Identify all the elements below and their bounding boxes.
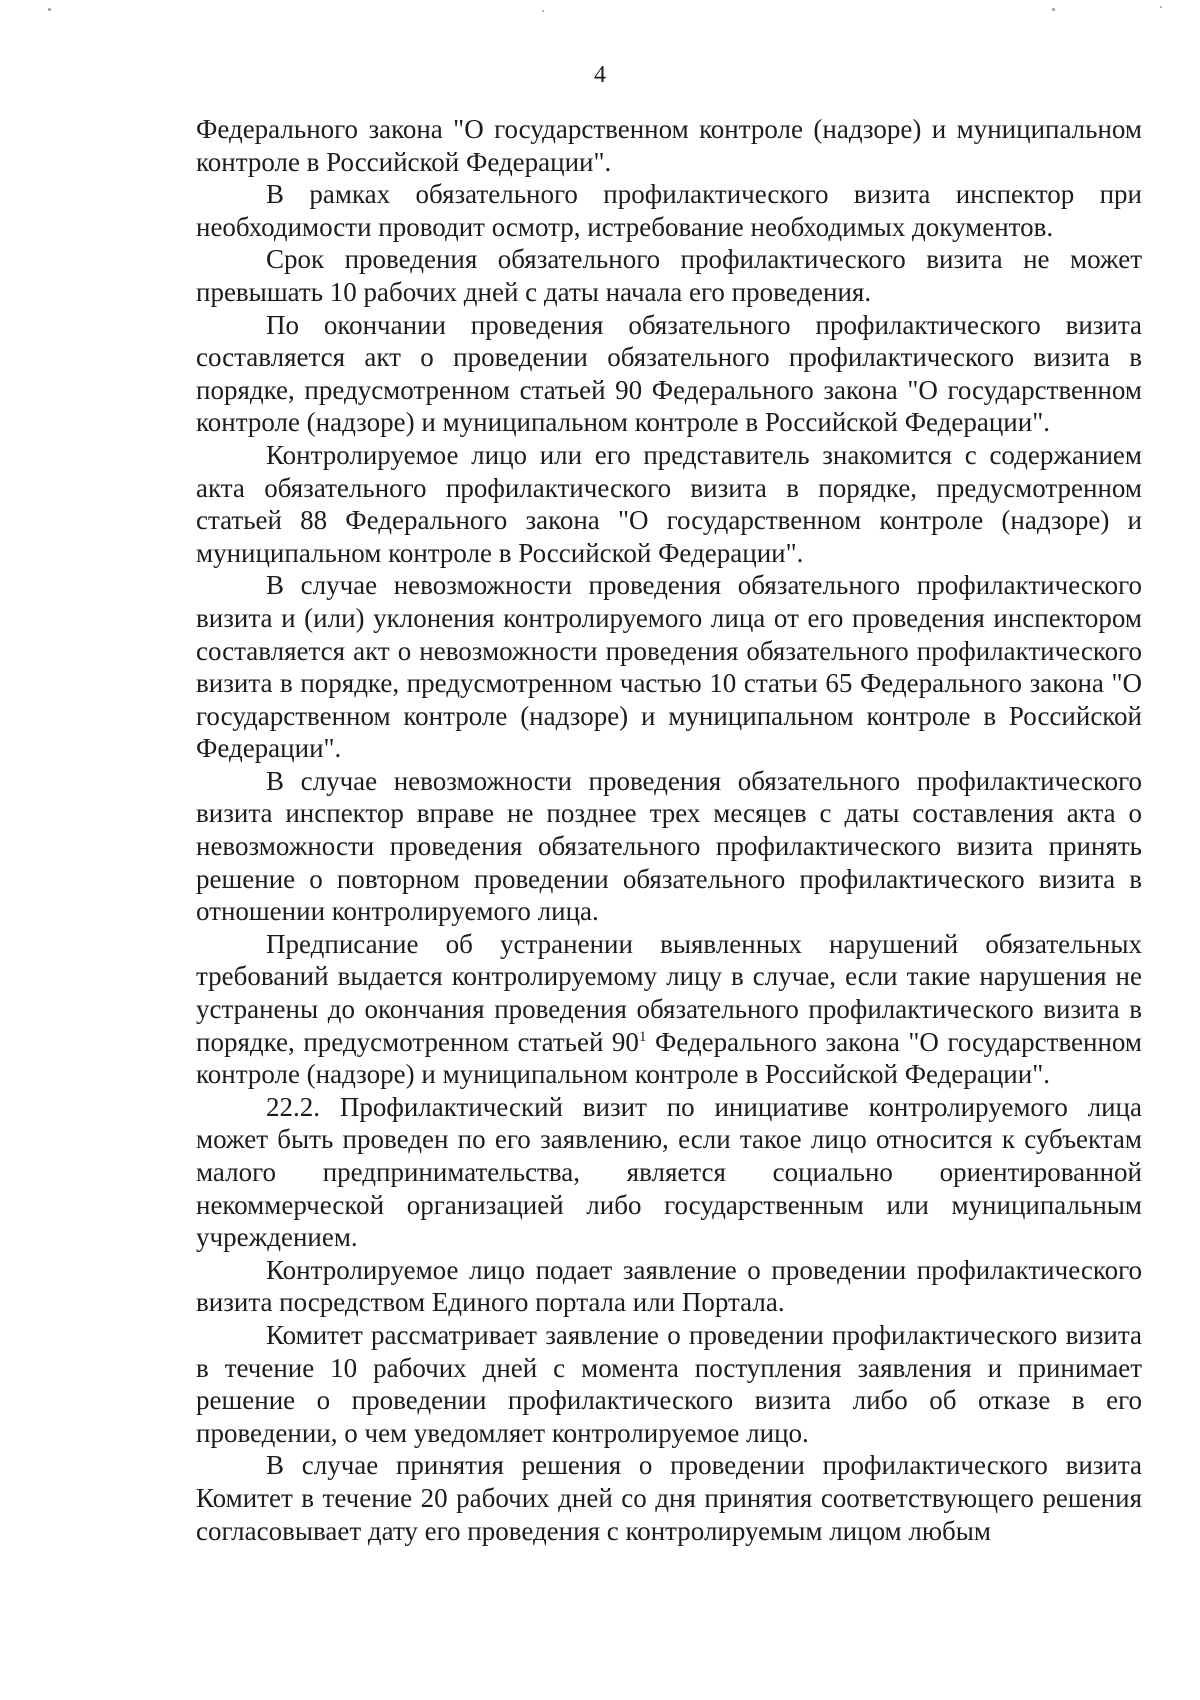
scan-speck xyxy=(1160,6,1162,8)
paragraph: Контролируемое лицо подает заявление о проведении профилактического визита посредством Единого портала или Портала. xyxy=(196,1254,1142,1318)
paragraph: В случае невозможности проведения обязательного профилактического визита и (или) уклонения контролируемого лица от его проведения инспектором составляется акт о невозможности проведения обязательного профилактического визита в порядке, предусмотренном частью 10 статьи 65 Федерального закона "О государственном контроле (надзоре) и муниципальном контроле в Российской Федерации". xyxy=(196,570,1142,764)
paragraph-with-superscript xyxy=(196,928,1142,1091)
scan-speck xyxy=(1052,8,1055,11)
document-body xyxy=(196,113,1142,1547)
paragraph-text-part: Федерального закона "О государственном контроле (надзоре) и муниципальном контроле в Российской Федерации". xyxy=(196,1026,1142,1090)
paragraph: Контролируемое лицо или его представитель знакомится с содержанием акта обязательного профилактического визита в порядке, предусмотренном статьей 88 Федерального закона "О государственном контроле (надзоре) и муниципальном контроле в Российской Федерации". xyxy=(196,439,1142,568)
superscript-marker: 1 xyxy=(638,1028,647,1045)
paragraph: В случае принятия решения о проведении профилактического визита Комитет в течение 20 рабочих дней со дня принятия соответствующего решения согласовывает дату его проведения с контролируемым лицом любым xyxy=(196,1450,1142,1546)
paragraph-text-part: Предписание об устранении выявленных нарушений обязательных требований выдается контролируемому лицу в случае, если такие нарушения не устранены до окончания проведения обязательного профилактического визита в порядке, предусмотренном статьей 90 xyxy=(196,928,1142,1057)
paragraph: В случае невозможности проведения обязательного профилактического визита инспектор вправе не позднее трех месяцев с даты составления акта о невозможности проведения обязательного профилактического визита принять решение о повторном проведении обязательного профилактического визита в отношении контролируемого лица. xyxy=(196,765,1142,927)
paragraph: Федерального закона "О государственном контроле (надзоре) и муниципальном контроле в Российской Федерации". xyxy=(196,114,1142,177)
paragraph: В рамках обязательного профилактического визита инспектор при необходимости проводит осмотр, истребование необходимых документов. xyxy=(196,179,1142,242)
scan-speck xyxy=(48,8,51,11)
paragraph: Срок проведения обязательного профилактического визита не может превышать 10 рабочих дней с даты начала его проведения. xyxy=(196,244,1142,307)
paragraph: 22.2. Профилактический визит по инициативе контролируемого лица может быть проведен по его заявлению, если такое лицо относится к субъектам малого предпринимательства, является социально ориентированной некоммерческой организацией либо государственным или муниципальным учреждением. xyxy=(196,1091,1142,1253)
paragraph: Комитет рассматривает заявление о проведении профилактического визита в течение 10 рабочих дней с момента поступления заявления и принимает решение о проведении профилактического визита либо об отказе в его проведении, о чем уведомляет контролируемое лицо. xyxy=(196,1319,1142,1448)
paragraph: По окончании проведения обязательного профилактического визита составляется акт о проведении обязательного профилактического визита в порядке, предусмотренном статьей 90 Федерального закона "О государственном контроле (надзоре) и муниципальном контроле в Российской Федерации". xyxy=(196,309,1142,438)
page-number: 4 xyxy=(594,62,606,88)
scan-speck xyxy=(542,10,544,12)
